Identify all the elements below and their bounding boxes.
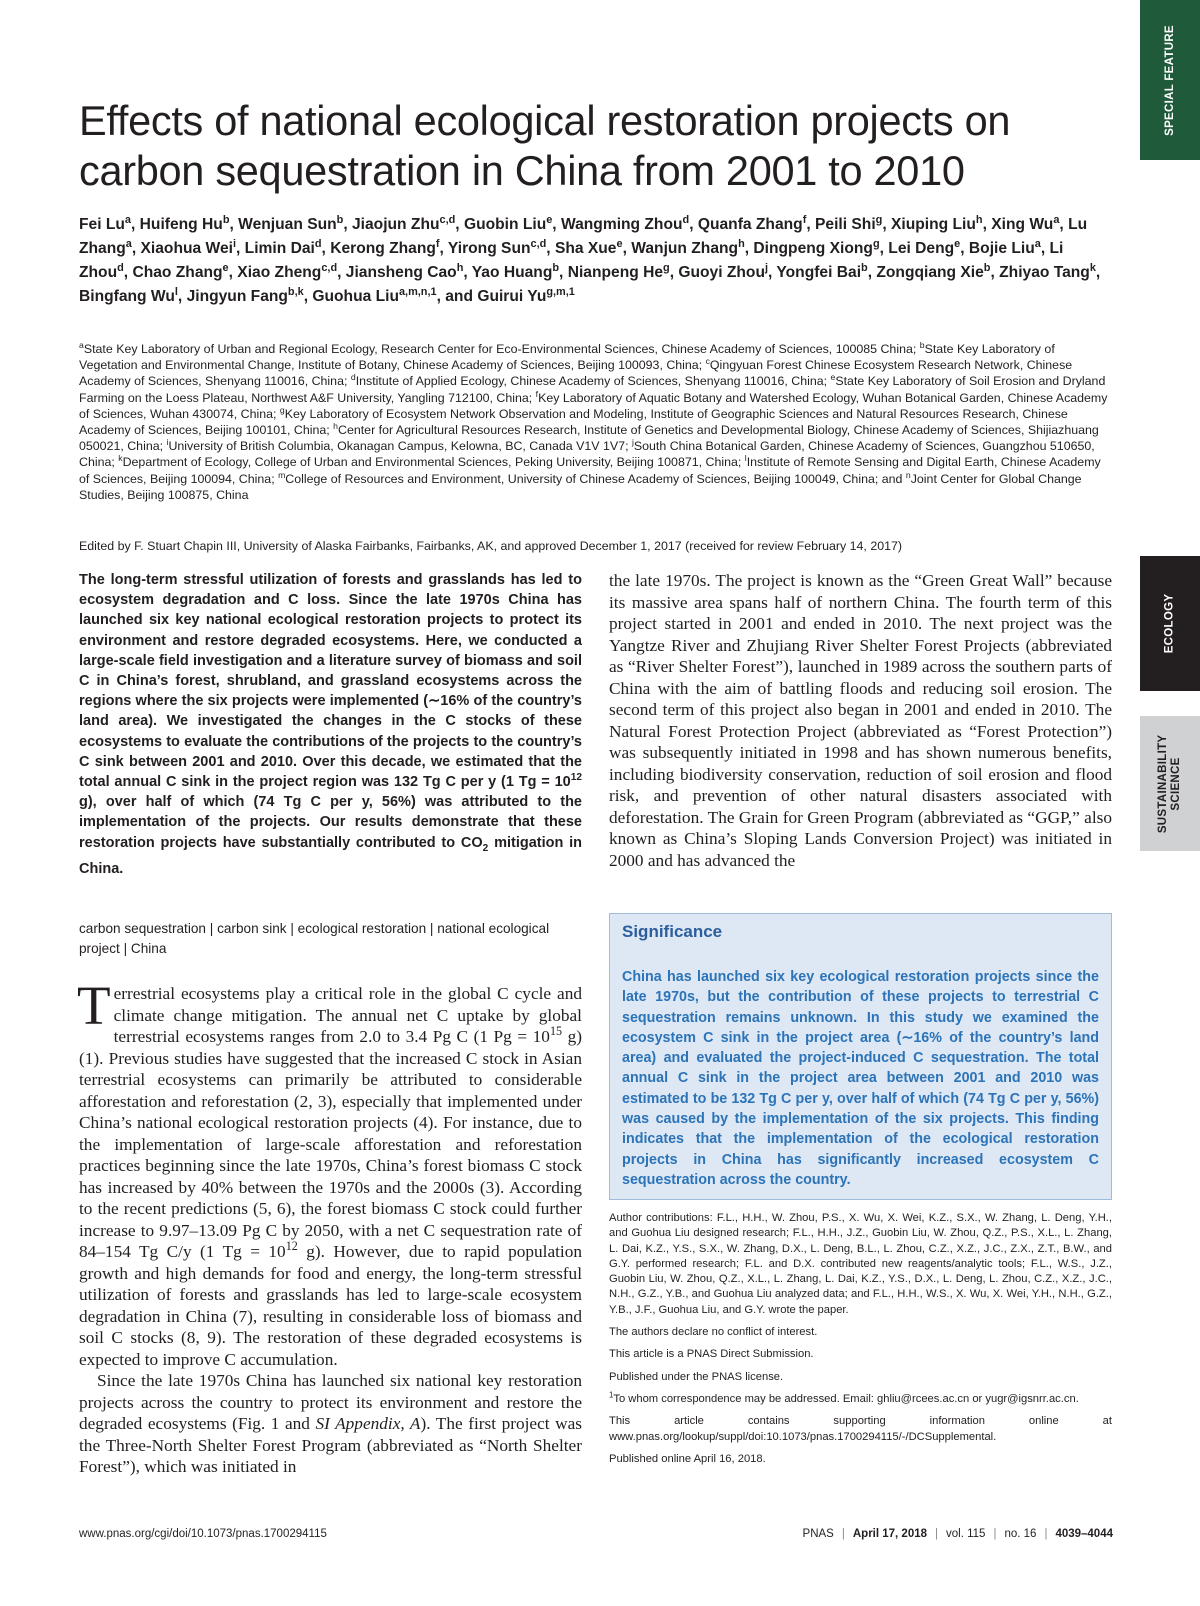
- keyword: ecological restoration: [297, 921, 427, 936]
- author-name: Bingfang Wu: [79, 288, 175, 305]
- author-affiliation-marker: e: [546, 213, 553, 226]
- intro-text-1c: g). However, due to rapid population growth and high demands for food and energy, the long-term stressful utilization of forests and grasslands has led to large-scale ecosystem degradation in China (7), resulting in considerable loss of biomass and soil C stocks (8, 9). The restoration of these degraded ecosystems is expected to improve C accumulation.: [79, 1242, 582, 1369]
- author-contributions: Author contributions: F.L., H.H., W. Zhou, P.S., X. Wu, X. Wei, K.Z., S.X., W. Zhang, L. Deng, Y.H., and Guohua Liu designed research; F.L., H.H., J.Z., Guobin Liu, W. Zhou, Q.Z., P.S., X.L., L. Zhang, L. Dai, K.Z., Y.S., S.X., W. Zhang, D.X., L. Deng, B.L., L. Zhou, C.Z., X.Z., J.C., Z.X., Z.T., B.W., and G.Y. performed research; F.L. and D.X. contributed new reagents/analytic tools; F.L., W.S., J.Z., Guobin Liu, W. Zhou, Q.Z., X.L., L. Zhang, L. Dai, K.Z., Y.S., D.X., L. Deng, L. Zhou, C.Z., X.Z., J.C., N.H., G.Z., Y.B., and Guohua Liu analyzed data; and F.L., H.H., W.S., X. Wu, X. Wei, Y.H., N.H., G.Z., Y.B., J.F., Guohua Liu, and G.Y. wrote the paper.: [609, 1212, 1112, 1316]
- significance-heading: Significance: [622, 922, 723, 941]
- keyword-separator: |: [119, 941, 131, 956]
- author-name: Xiaohua Wei: [140, 240, 233, 257]
- author-name: Jiaojun Zhu: [352, 216, 440, 233]
- journal-name: PNAS: [802, 1528, 834, 1540]
- significance-text: China has launched six key ecological restoration projects since the late 1970s, but the contribution of these projects to terrestrial C sequestration remains unknown. In this study we examined the ecosystem C sink in the project area (∼16% of the country’s land area) and evaluated the project-induced C sequestration. The total annual C sink in the project area between 2001 and 2010 was estimated to be 132 Tg C per y, over half of which (74 Tg C per y, 56%) was caused by the implementation of the six projects. This finding indicates that the implementation of the ecological restoration projects in China has significantly increased ecosystem C sequestration across the country.: [622, 969, 1099, 1188]
- issue-number: no. 16: [1004, 1528, 1037, 1540]
- author-affiliation-marker: e: [954, 237, 961, 250]
- author-name: Wenjuan Sun: [238, 216, 337, 233]
- author-name: Chao Zhang: [132, 264, 223, 281]
- author-name: Huifeng Hu: [139, 216, 223, 233]
- published-online-note: Published online April 16, 2018.: [609, 1452, 766, 1465]
- issue-date: April 17, 2018: [852, 1528, 928, 1540]
- author-name: Xing Wu: [991, 216, 1054, 233]
- author-affiliation-marker: a,m,n,1: [398, 285, 437, 298]
- author-name: Guohua Liu: [312, 288, 399, 305]
- author-name: Wangming Zhou: [560, 216, 683, 233]
- significance-box: [609, 913, 1112, 1200]
- correspondence-marker: 1: [609, 1390, 614, 1400]
- author-affiliation-marker: b: [552, 261, 560, 274]
- edited-by-line: Edited by F. Stuart Chapin III, University of Alaska Fairbanks, Fairbanks, AK, and approved December 1, 2017 (received for review February 14, 2017): [79, 539, 903, 553]
- abstract-text-2: g), over half of which (74 Tg C per y, 56%) was attributed to the implementation of the projects. Our results demonstrate that these restoration projects have substantially contributed to CO: [79, 794, 582, 851]
- author-affiliation-marker: h: [456, 261, 464, 274]
- ecology-tab: [1140, 556, 1200, 691]
- author-affiliation-marker: l: [174, 285, 178, 298]
- author-name: Jiansheng Cao: [345, 264, 457, 281]
- author-affiliation-marker: d: [117, 261, 124, 274]
- author-affiliation-marker: c,d: [321, 261, 338, 274]
- affiliation-marker: a: [79, 339, 84, 350]
- affiliation-text: State Key Laboratory of Soil Erosion and Dryland Farming on the Loess Plateau, Northwest A&F University, Yangling 712100, China: [79, 374, 1106, 405]
- author-affiliation-marker: k: [1089, 261, 1096, 274]
- keyword-separator: |: [205, 921, 218, 936]
- author-affiliation-marker: b,k: [287, 285, 304, 298]
- intro-text-2b: ). The first project was the Three-North Shelter Forest Program (abbreviated as “North Shelter Forest”), which was initiated in: [79, 1414, 582, 1476]
- author-affiliation-marker: a: [1034, 237, 1041, 250]
- author-affiliation-marker: g,m,1: [546, 285, 575, 298]
- author-affiliation-marker: e: [222, 261, 229, 274]
- affiliation-marker: l: [744, 453, 747, 464]
- affiliation-text: Center for Agricultural Resources Research, Institute of Genetics and Developmental Biology, Chinese Academy of Sciences, Shijiazhuang 050021, China: [79, 423, 1099, 454]
- affiliation-marker: g: [279, 404, 285, 415]
- author-name: Fei Lu: [79, 216, 125, 233]
- author-affiliation-marker: i: [232, 237, 236, 250]
- author-name: Lu Zhang: [79, 216, 1088, 257]
- author-name: Peili Shi: [815, 216, 876, 233]
- correspondence-note: [609, 1392, 1112, 1407]
- author-list: Fei Lu$^a$, Huifeng Hu$^b$, Wenjuan Sun$^b$, Jiaojun Zhu$^{c,d}$, Guobin Liu$^e$, Wangming Zhou$^d$, Quanfa Zhang$^f$, Peili Shi$^g$, Xiuping Liu$^h$, Xing Wu$^a$, Lu Zhang$^a$, Xiaohua Wei$^i$, Limin Dai$^d$, Kerong Zhang$^f$, Yirong Sun$^{c,d}$, Sha Xue$^e$, Wanjun Zhang$^h$, Dingpeng Xiong$^g$, Lei Deng$^e$, Bojie Liu$^a$, Li Zhou$^d$, Chao Zhang$^e$, Xiao Zheng$^{c,d}$, Jiansheng Cao$^h$, Yao Huang$^b$, Nianpeng He$^g$, Guoyi Zhou$^j$, Yongfei Bai$^b$, Zongqiang Xie$^b$, Zhiyao Tang$^k$, Bingfang Wu$^l$, Jingyun Fang$^{b,k}$, Guohua Liu$^{a,m,n,1}$, and Guirui Yu$^{g,m,1}$: [79, 213, 1101, 305]
- affiliation-marker: j: [631, 437, 634, 448]
- si-appendix-ref[interactable]: SI Appendix, A: [315, 1414, 421, 1433]
- author-name: Yongfei Bai: [776, 264, 862, 281]
- page-range: 4039–4044: [1055, 1528, 1113, 1540]
- affiliation-text: Institute of Applied Ecology, Chinese Academy of Sciences, Shenyang 110016, China: [355, 374, 824, 389]
- author-name: Xiao Zheng: [237, 264, 322, 281]
- supporting-info-note: This article contains supporting information online at www.pnas.org/lookup/suppl/doi:10.1073/pnas.1700294115/-/DCSupplemental.: [609, 1415, 1112, 1443]
- intro-text-2a: Since the late 1970s China has launched six national key restoration projects across the country to protect its environment and restore the degraded ecosystems (Fig. 1 and: [79, 1371, 582, 1433]
- affiliation-marker: f: [535, 388, 539, 399]
- author-name: Sha Xue: [554, 240, 617, 257]
- author-affiliation-marker: a: [125, 237, 132, 250]
- author-affiliation-marker: d: [682, 213, 690, 226]
- introduction: [77, 975, 582, 1478]
- intro-paragraph-2: [79, 1370, 582, 1478]
- intro-sup-1: 15: [549, 1024, 563, 1039]
- affiliation-text: State Key Laboratory of Urban and Regional Ecology, Research Center for Eco-Environmental Sciences, Chinese Academy of Sciences, 100085 China: [83, 342, 913, 356]
- author-affiliation-marker: h: [738, 237, 745, 250]
- author-affiliation-marker: f: [435, 237, 440, 250]
- author-name: Zongqiang Xie: [876, 264, 984, 281]
- intro-text-1a: errestrial ecosystems play a critical role in the global C cycle and climate change mitigation. The annual net C uptake by global terrestrial ecosystems ranges from 2.0 to 3.4 Pg C (1 Pg = 10: [113, 984, 582, 1046]
- affiliation-marker: m: [278, 469, 286, 480]
- affiliation-text: Key Laboratory of Ecosystem Network Observation and Modeling, Institute of Geographic Sciences and Natural Resources Research, Chinese Academy of Sciences, Beijing 100101, China: [79, 406, 1068, 438]
- author-affiliation-marker: f: [802, 213, 807, 226]
- author-affiliation-marker: b: [983, 261, 991, 274]
- affiliation-text: University of British Columbia, Okanagan Campus, Kelowna, BC, Canada V1V 1V7: [168, 439, 626, 454]
- author-affiliation-marker: b: [861, 261, 868, 274]
- doi-url[interactable]: www.pnas.org/cgi/doi/10.1073/pnas.1700294115: [79, 1528, 327, 1540]
- ecology-label: ECOLOGY: [1163, 593, 1176, 654]
- keyword: carbon sequestration: [79, 921, 206, 936]
- affiliation-text: Institute of Remote Sensing and Digital Earth, Chinese Academy of Sciences, Beijing 100094, China: [79, 455, 1101, 486]
- affiliation-text: South China Botanical Garden, Chinese Academy of Sciences, Guangzhou 510650, China: [79, 439, 1095, 470]
- author-affiliation-marker: g: [872, 237, 880, 250]
- keyword-separator: |: [286, 921, 298, 936]
- special-feature-label: SPECIAL FEATURE: [1163, 24, 1176, 136]
- affiliation-marker: d: [350, 372, 356, 383]
- author-name: Bojie Liu: [968, 240, 1035, 257]
- author-affiliation-marker: e: [616, 237, 623, 250]
- affiliation-marker: k: [118, 453, 123, 464]
- keywords: [79, 919, 582, 959]
- author-name: Li Zhou: [79, 240, 1064, 281]
- abstract-subscript: 2: [482, 842, 489, 854]
- author-name: Wanjun Zhang: [631, 240, 739, 257]
- author-affiliation-marker: d: [314, 237, 322, 250]
- paper-title: Effects of national ecological restoration projects on carbon sequestration in China from 2001 to 2010: [79, 97, 1011, 194]
- author-affiliation-marker: c,d: [530, 237, 547, 250]
- author-affiliation-marker: b: [222, 213, 230, 226]
- right-column-text: the late 1970s. The project is known as the “Green Great Wall” because its massive area spans half of northern China. The fourth term of this project started in 2001 and ended in 2010. The next project was the Yangtze River and Zhujiang River Shelter Forest Projects (abbreviated as “River Shelter Forest”), launched in 1989 across the southern parts of China with the aim of battling floods and reducing soil erosion. The second term of this project also began in 2001 and ended in 2010. The Natural Forest Protection Project (abbreviated as “Forest Protection”) was subsequently initiated in 1998 and has shown numerous benefits, including biodiversity conservation, reduction of soil erosion and flood risk, and prevention of other natural disasters associated with deforestation. The Grain for Green Program (abbreviated as “GGP,” also known as China’s Sloping Lands Conversion Project) was initiated in 2000 and has advanced the: [609, 571, 1112, 870]
- keyword: China: [130, 941, 167, 956]
- author-name: Zhiyao Tang: [999, 264, 1090, 281]
- license-note: Published under the PNAS license.: [609, 1370, 784, 1383]
- affiliation-text: College of Resources and Environment, University of Chinese Academy of Sciences, Beijing 100049, China: [285, 471, 875, 486]
- affiliation-text: State Key Laboratory of Vegetation and Environmental Change, Institute of Botany, Chinese Academy of Sciences, Beijing 100093, China: [79, 342, 1055, 373]
- author-name: Dingpeng Xiong: [753, 240, 873, 257]
- affiliation-text: Qingyuan Forest Chinese Ecosystem Research Network, Chinese Academy of Sciences, Shenyang 110016, China: [79, 358, 1073, 389]
- affiliation-marker: i: [166, 437, 169, 448]
- author-name: Xiuping Liu: [891, 216, 976, 233]
- author-name: Nianpeng He: [567, 264, 664, 281]
- drop-cap: T: [77, 975, 111, 1036]
- keyword: national ecological project: [79, 921, 550, 956]
- abstract: [79, 570, 582, 879]
- author-name: Yirong Sun: [447, 240, 531, 257]
- volume: vol. 115: [946, 1528, 986, 1540]
- author-name: Jingyun Fang: [186, 288, 288, 305]
- sustainability-label: SUSTAINABILITY SCIENCE: [1157, 734, 1182, 833]
- special-feature-tab: [1140, 0, 1200, 160]
- intro-paragraph-1: [77, 975, 582, 1370]
- journal-footer: PNAS | April 17, 2018 | vol. 115 | no. 16 | 4039–4044: [802, 1528, 1113, 1540]
- affiliation-marker: c: [705, 356, 710, 367]
- keyword: carbon sink: [217, 921, 287, 936]
- author-name: Quanfa Zhang: [697, 216, 803, 233]
- intro-sup-2: 12: [285, 1239, 298, 1254]
- intro-text-1b: g) (1). Previous studies have suggested that the increased C stock in Asian terrestrial ecosystems can primarily be attributed to considerable afforestation and reforestation (2, 3), especially that implemented under China’s national ecological restoration projects (4). For instance, due to the implementation of large-scale afforestation and reforestation practices beginning since the late 1970s, China’s forest biomass C stock has increased by 40% between the 1970s and the 2000s (3). According to the recent predictions (5, 6), the forest biomass C stock could further increase to 9.97–13.09 Pg C by 2050, with a net C sequestration rate of 84–154 Tg C/y (1 Tg = 10: [79, 1027, 582, 1261]
- author-affiliation-marker: b: [336, 213, 344, 226]
- author-affiliation-marker: j: [764, 261, 769, 274]
- author-affiliation-marker: c,d: [439, 213, 456, 226]
- author-name: Lei Deng: [888, 240, 955, 257]
- sustainability-tab: [1140, 716, 1200, 851]
- author-name: Limin Dai: [244, 240, 315, 257]
- author-affiliation-marker: g: [875, 213, 883, 226]
- author-affiliation-marker: h: [975, 213, 983, 226]
- direct-submission-note: This article is a PNAS Direct Submission.: [609, 1348, 814, 1361]
- correspondence-text: To whom correspondence may be addressed. Email: ghliu@rcees.ac.cn or yugr@igsnrr.ac.cn.: [613, 1392, 1079, 1405]
- abstract-superscript: 12: [570, 772, 582, 784]
- author-affiliation-marker: a: [1053, 213, 1060, 226]
- conflict-statement: The authors declare no conflict of interest.: [609, 1326, 818, 1339]
- author-name: Guobin Liu: [463, 216, 547, 233]
- author-name: Guoyi Zhou: [678, 264, 765, 281]
- author-name: Kerong Zhang: [330, 240, 436, 257]
- author-affiliation-marker: g: [663, 261, 670, 274]
- abstract-text-1: The long-term stressful utilization of forests and grasslands has led to ecosystem degradation and C loss. Since the late 1970s China has launched six key national ecological restoration projects to protect its environment and restore degraded ecosystems. Here, we conducted a large-scale field investigation and a literature survey of biomass and soil C in China’s forest, shrubland, and grassland ecosystems across the regions where the six projects were implemented (∼16% of the country’s land area). We investigated the changes in the C stocks of these ecosystems to evaluate the contributions of the projects to the country’s C sink between 2001 and 2010. Over this decade, we estimated that the total annual C sink in the project region was 132 Tg C per y (1 Tg = 10: [79, 572, 582, 791]
- affiliation-text: Joint Center for Global Change Studies, Beijing 100875, China: [79, 471, 1082, 502]
- keyword-separator: |: [426, 921, 438, 936]
- affiliation-text: Department of Ecology, College of Urban and Environmental Sciences, Peking University, Beijing 100871, China: [122, 455, 738, 470]
- affiliation-text: Key Laboratory of Aquatic Botany and Watershed Ecology, Wuhan Botanical Garden, Chinese Academy of Sciences, Wuhan 430074, China: [79, 390, 1108, 421]
- author-name: Guirui Yu: [477, 288, 547, 305]
- author-affiliation-marker: a: [124, 213, 131, 226]
- article-notes: [609, 1211, 1112, 1474]
- affiliations: $^a$State Key Laboratory of Urban and Regional Ecology, Research Center for Eco-Environmental Sciences, Chinese Academy of Sciences, 100085 China; $^b$State Key Laboratory of Vegetation and Environmental Change, Institute of Botany, Chinese Academy of Sciences, Beijing 100093, China; $^c$Qingyuan Forest Chinese Ecosystem Research Network, Chinese Academy of Sciences, Shenyang 110016, China; $^d$Institute of Applied Ecology, Chinese Academy of Sciences, Shenyang 110016, China; $^e$State Key Laboratory of Soil Erosion and Dryland Farming on the Loess Plateau, Northwest A&F University, Yangling 712100, China; $^f$Key Laboratory of Aquatic Botany and Watershed Ecology, Wuhan Botanical Garden, Chinese Academy of Sciences, Wuhan 430074, China; $^g$Key Laboratory of Ecosystem Network Observation and Modeling, Institute of Geographic Sciences and Natural Resources Research, Chinese Academy of Sciences, Beijing 100101, China; $^h$Center for Agricultural Resources Research, Institute of Genetics and Developmental Biology, Chinese Academy of Sciences, Shijiazhuang 050021, China; $^i$University of British Columbia, Okanagan Campus, Kelowna, BC, Canada V1V 1V7; $^j$South China Botanical Garden, Chinese Academy of Sciences, Guangzhou 510650, China; $^k$Department of Ecology, College of Urban and Environmental Sciences, Peking University, Beijing 100871, China; $^l$Institute of Remote Sensing and Digital Earth, Chinese Academy of Sciences, Beijing 100094, China; $^m$College of Resources and Environment, University of Chinese Academy of Sciences, Beijing 100049, China; and $^n$Joint Center for Global Change Studies, Beijing 100875, China: [79, 339, 1108, 502]
- abstract-text-3: mitigation in China.: [79, 834, 582, 877]
- author-name: Yao Huang: [471, 264, 553, 281]
- affiliation-marker: n: [905, 469, 911, 480]
- affiliation-marker: e: [830, 372, 836, 383]
- affiliation-marker: h: [333, 420, 338, 431]
- affiliation-marker: b: [919, 339, 925, 350]
